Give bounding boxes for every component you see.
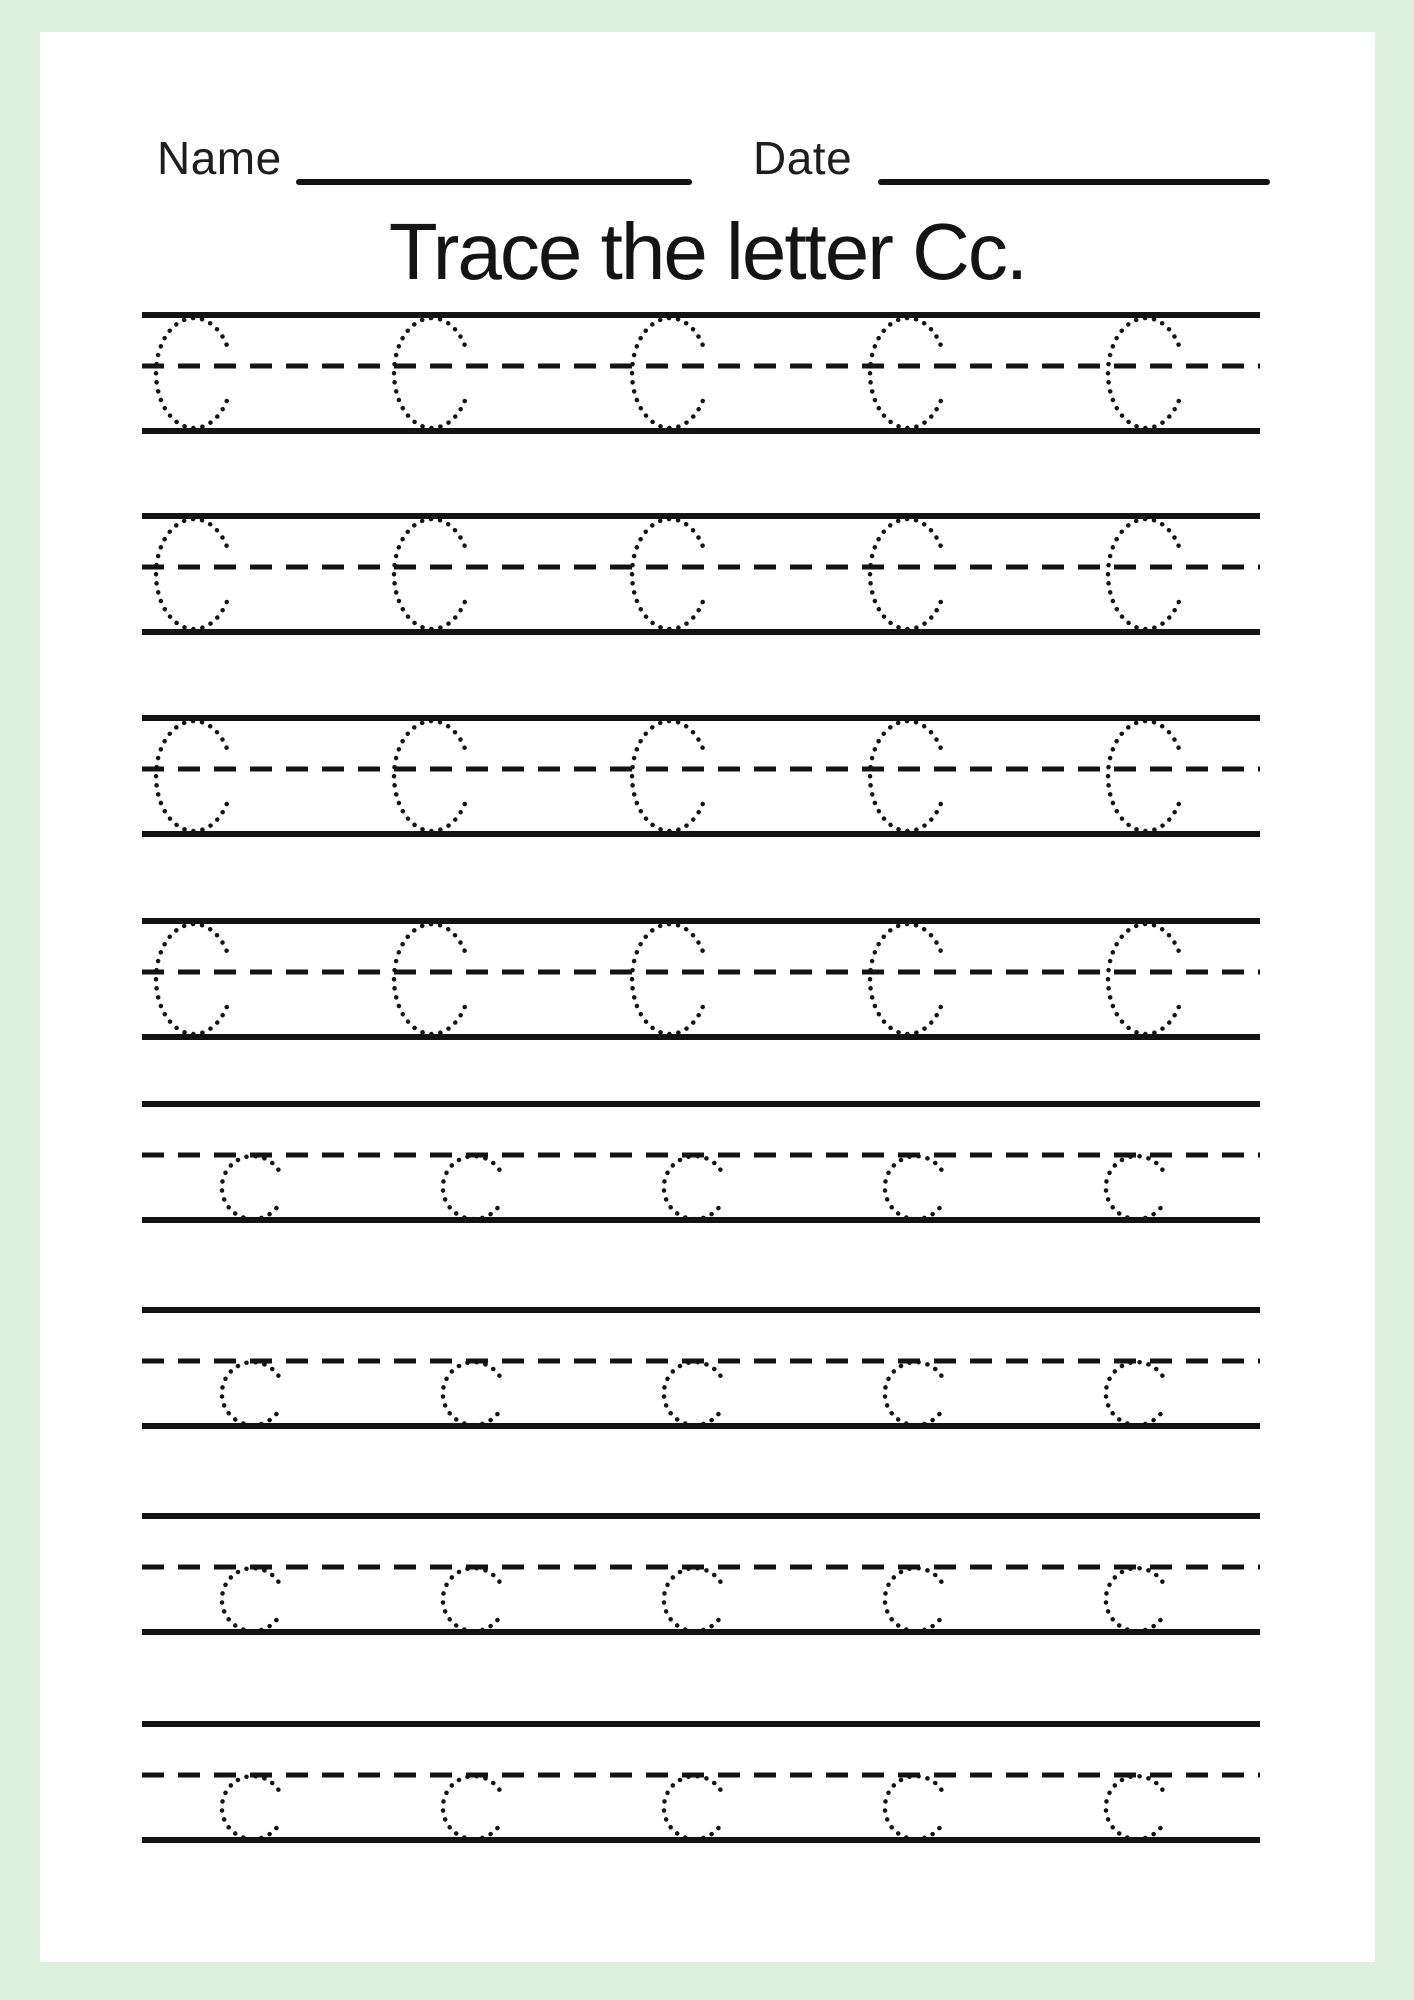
name-label: Name (157, 132, 282, 184)
trace-letter-lowercase-c-r7-2[interactable] (443, 1568, 502, 1631)
trace-letter-lowercase-c-r6-3[interactable] (664, 1362, 723, 1425)
trace-letter-lowercase-c-r6-1[interactable] (222, 1362, 281, 1425)
trace-letter-uppercase-C-r1-1[interactable] (156, 318, 228, 428)
trace-letter-lowercase-c-r7-5[interactable] (1106, 1568, 1165, 1631)
trace-letter-lowercase-c-r7-4[interactable] (885, 1568, 944, 1631)
trace-letter-lowercase-c-r8-5[interactable] (1106, 1776, 1165, 1839)
practice-row-6-lowercase (142, 1307, 1260, 1431)
trace-letter-uppercase-C-r4-1[interactable] (156, 924, 228, 1034)
practice-row-4-uppercase (142, 918, 1260, 1042)
trace-letter-uppercase-C-r4-3[interactable] (632, 924, 704, 1034)
practice-row-7-lowercase (142, 1513, 1260, 1637)
trace-letter-uppercase-C-r2-3[interactable] (632, 519, 704, 629)
practice-row-8-lowercase (142, 1721, 1260, 1845)
trace-letter-uppercase-C-r2-4[interactable] (870, 519, 942, 629)
trace-letter-lowercase-c-r5-1[interactable] (222, 1156, 281, 1219)
trace-letter-uppercase-C-r2-2[interactable] (394, 519, 466, 629)
practice-row-2-uppercase (142, 513, 1260, 637)
trace-letter-lowercase-c-r8-2[interactable] (443, 1776, 502, 1839)
trace-letter-lowercase-c-r6-2[interactable] (443, 1362, 502, 1425)
trace-letter-lowercase-c-r7-3[interactable] (664, 1568, 723, 1631)
worksheet-title: Trace the letter Cc. (388, 207, 1027, 296)
trace-letter-lowercase-c-r6-4[interactable] (885, 1362, 944, 1425)
trace-letter-lowercase-c-r6-5[interactable] (1106, 1362, 1165, 1425)
trace-letter-lowercase-c-r8-4[interactable] (885, 1776, 944, 1839)
trace-letter-uppercase-C-r1-5[interactable] (1108, 318, 1180, 428)
practice-rows (40, 32, 1375, 1962)
worksheet-page (40, 32, 1375, 1962)
trace-letter-uppercase-C-r1-4[interactable] (870, 318, 942, 428)
practice-row-1-uppercase (142, 312, 1260, 436)
trace-letter-uppercase-C-r3-4[interactable] (870, 721, 942, 831)
trace-letter-uppercase-C-r3-1[interactable] (156, 721, 228, 831)
trace-letter-uppercase-C-r4-5[interactable] (1108, 924, 1180, 1034)
trace-letter-uppercase-C-r2-1[interactable] (156, 519, 228, 629)
trace-letter-lowercase-c-r8-3[interactable] (664, 1776, 723, 1839)
trace-letter-lowercase-c-r5-3[interactable] (664, 1156, 723, 1219)
trace-letter-lowercase-c-r5-2[interactable] (443, 1156, 502, 1219)
practice-row-5-lowercase (142, 1101, 1260, 1225)
trace-letter-uppercase-C-r2-5[interactable] (1108, 519, 1180, 629)
trace-letter-uppercase-C-r4-2[interactable] (394, 924, 466, 1034)
trace-letter-uppercase-C-r1-2[interactable] (394, 318, 466, 428)
trace-letter-lowercase-c-r8-1[interactable] (222, 1776, 281, 1839)
trace-letter-uppercase-C-r1-3[interactable] (632, 318, 704, 428)
trace-letter-uppercase-C-r3-5[interactable] (1108, 721, 1180, 831)
trace-letter-lowercase-c-r7-1[interactable] (222, 1568, 281, 1631)
trace-letter-uppercase-C-r3-3[interactable] (632, 721, 704, 831)
trace-letter-lowercase-c-r5-4[interactable] (885, 1156, 944, 1219)
trace-letter-lowercase-c-r5-5[interactable] (1106, 1156, 1165, 1219)
trace-letter-uppercase-C-r3-2[interactable] (394, 721, 466, 831)
trace-letter-uppercase-C-r4-4[interactable] (870, 924, 942, 1034)
date-label: Date (753, 132, 853, 184)
practice-row-3-uppercase (142, 715, 1260, 839)
